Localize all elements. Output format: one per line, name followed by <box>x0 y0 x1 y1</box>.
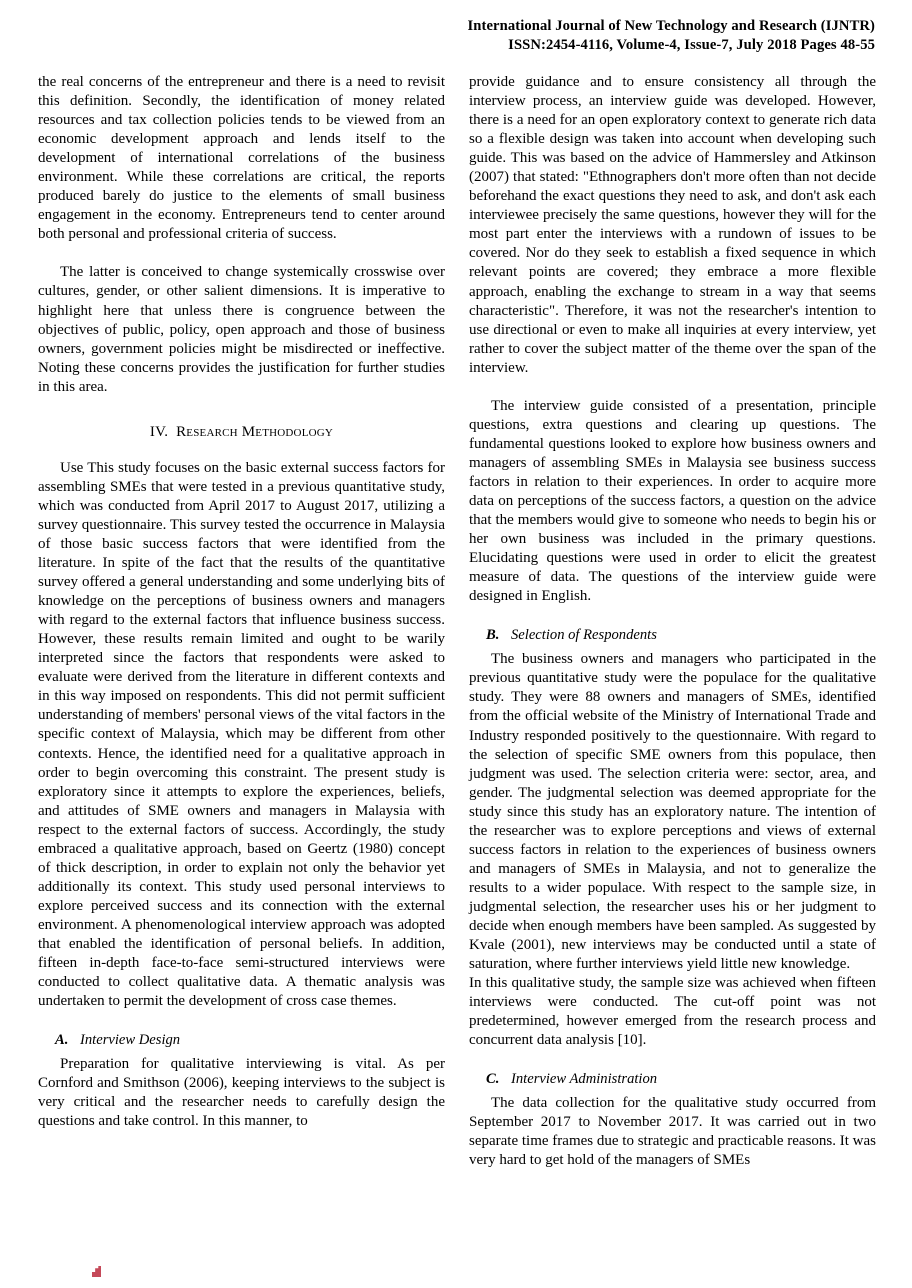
two-column-body <box>38 73 876 1273</box>
subsection-letter: B. <box>486 627 500 644</box>
paragraph: The interview guide consisted of a presentation, principle questions, extra questions and clearing up questions. The fundamental questions looked to explore how business owners and managers of assembling SMEs in Malaysia see business success factors in relation to their experiences. In order to acquire more data on perceptions of the success factors, a question on the advice that the members would give to someone who needs to begin his or her own business was included in the primary questions. Elucidating questions were used in order to elicit the greatest measure of data. The questions of the interview guide were designed in English. <box>469 397 876 605</box>
paragraph: provide guidance and to ensure consistency all through the interview process, an interview guide was developed. However, there is a need for an open exploratory context to generate rich data so a flexible design was taken into account when developing such guide. This was based on the advice of Hammersley and Atkinson (2007) that stated: "Ethnographers don't more often than not decide beforehand the exact questions they need to ask, and don't ask each interviewee precisely the same questions, however they will for the most part enter the interviews with a rundown of issues to be covered. Nor do they seek to establish a fixed sequence in which relevant points are covered; they embrace a more flexible approach, enabling the exchange to stream in a way that seems characteristic". Therefore, it was not the researcher's intention to use directional or even to make all inquiries at every interview, yet rather to cover the subject matter of the theme over the span of the interview. <box>469 74 876 376</box>
subsection-heading-wrap <box>469 626 876 645</box>
subsection-heading-b <box>469 626 876 645</box>
journal-issue-line: ISSN:2454-4116, Volume-4, Issue-7, July 2018 Pages 48-55 <box>508 36 875 53</box>
right-column <box>469 73 876 1273</box>
subsection-heading-wrap <box>469 1070 876 1089</box>
running-header <box>255 17 875 55</box>
subsection-title: Selection of Respondents <box>511 627 657 644</box>
subsection-letter: A. <box>55 1032 69 1049</box>
section-heading <box>38 423 445 442</box>
section-heading-wrap <box>38 423 445 442</box>
subsection-title: Interview Design <box>80 1032 181 1049</box>
paragraph: Use This study focuses on the basic external success factors for assembling SMEs that were tested in a previous quantitative study, which was conducted from April 2017 to August 2017, utilizing a survey questionnaire. This survey tested the occurrence in Malaysia of those basic success factors that were identified from the literature. In spite of the fact that the results of the quantitative survey offered a general understanding and some underlying bits of knowledge on the perceptions of business owners and managers with regard to the external factors that influence business success. However, these results remain limited and ought to be warily interpreted since the factors that respondents were asked to evaluate were derived from the literature in different contexts and in this way imposed on respondents. This did not permit sufficient understanding of members' personal views of the vital factors in the specific context of Malaysia, which may be different from other contexts. Hence, the identified need for a qualitative approach in order to begin overcoming this constraint. The present study is exploratory since it attempts to explore the experiences, beliefs, and attitudes of SME owners and managers in Malaysia with respect to the external factors of success. Accordingly, the study embraced a qualitative approach, based on Geertz (1980) concept of thick description, in order to explain not only the behavior yet additionally its context. This study used personal interviews to explore perceived success and its connection with the external environment. A phenomenological interview approach was adopted that enabled the identification of personal beliefs. In addition, fifteen in-depth face-to-face semi-structured interviews were conducted to collect qualitative data. A thematic analysis was undertaken to permit the development of cross case themes. <box>38 459 445 1010</box>
paragraph: The latter is conceived to change systemically crosswise over cultures, gender, or other salient dimensions. It is imperative to highlight here that unless there is congruence between the objectives of public, policy, open approach and those of business owners, government policies might be misdirected or ineffective. Noting these concerns provides the justification for further studies in this area. <box>38 264 445 395</box>
journal-title: International Journal of New Technology and Research (IJNTR) <box>467 18 875 34</box>
paragraph: the real concerns of the entrepreneur and there is a need to revisit this definition. Secondly, the identification of money related resources and tax collection policies tends to be viewed from an economic development approach and lends itself to the development of international correlations of the business environment. While these correlations are critical, the reports produced barely do justice to the elements of small business engagement in the economy. Entrepreneurs tend to center around both personal and professional criteria of success. <box>38 74 445 243</box>
paragraph: The business owners and managers who participated in the previous quantitative study were the populace for the qualitative study. They were 88 owners and managers of SMEs, identified from the official website of the Ministry of International Trade and Industry responded positively to the questionnaire. With regard to the selection of specific SME owners from this populace, then judgment was used. The selection criteria were: sector, area, and gender. The judgmental selection was deemed appropriate for the study since this study has an exploratory nature. The intention of the researcher was to explore perceptions and views of external success factors in relation to the experiences of business owners and managers of SMEs in Malaysia, and not to generalize the results to a wider populace. With respect to the sample size, in judgmental selection, the researcher uses his or her judgment to decide when enough members have been sampled. As suggested by Kvale (2001), new interviews may be conducted until a state of saturation, where further interviews yield little new knowledge. <box>469 651 876 973</box>
section-title: Research Methodology <box>176 423 334 440</box>
paragraph: The data collection for the qualitative study occurred from September 2017 to November 2017. It was carried out in two separate time frames due to strategic and practicable reasons. It was very hard to get hold of the managers of SMEs <box>469 1095 876 1169</box>
section-numeral: IV. <box>149 423 169 440</box>
subsection-heading-a <box>38 1031 445 1050</box>
left-column <box>38 73 445 1273</box>
subsection-title: Interview Administration <box>511 1071 658 1088</box>
subsection-heading-wrap <box>38 1031 445 1050</box>
paragraph: Preparation for qualitative interviewing is vital. As per Cornford and Smithson (2006), keeping interviews to the subject is very critical and the researcher needs to carefully design the questions and take control. In this manner, to <box>38 1056 445 1130</box>
paragraph: In this qualitative study, the sample size was achieved when fifteen interviews were conducted. The cut-off point was not predetermined, however emerged from the research process and concurrent data analysis [10]. <box>469 975 876 1049</box>
subsection-heading-c <box>469 1070 876 1089</box>
subsection-letter: C. <box>486 1071 500 1088</box>
